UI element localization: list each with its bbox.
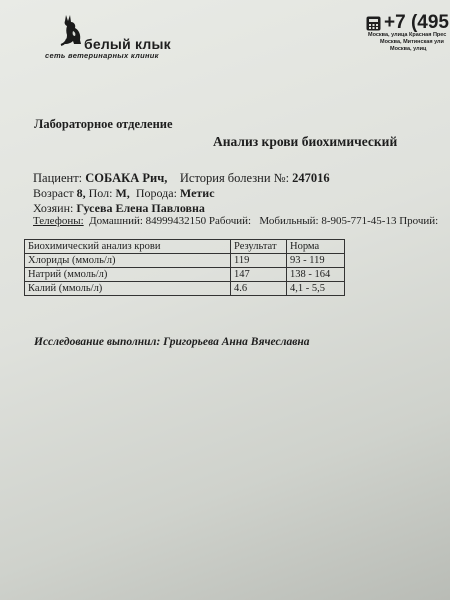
table-row — [25, 268, 345, 282]
history-number: 247016 — [292, 171, 330, 185]
norm-range-cell: 138 - 164 — [287, 268, 345, 282]
age-label: Возраст — [33, 186, 74, 200]
work-phone-label: Рабочий: — [208, 215, 252, 227]
result-value-cell: 119 — [231, 254, 287, 268]
clinic-phone: +7 (495 — [384, 12, 449, 33]
other-phone-label: Прочий: — [399, 215, 439, 227]
patient-name: СОБАКА Рич, — [85, 171, 168, 185]
kangaroo-logo-icon — [60, 14, 82, 46]
mobile-phone-label: Мобильный: — [259, 215, 319, 227]
norm-range-cell: 93 - 119 — [287, 254, 345, 268]
phones-label: Телефоны: — [33, 215, 84, 227]
column-header-norm: Норма — [287, 240, 345, 254]
clinic-address-1: Москва, улица Красная Прес — [368, 32, 447, 38]
department-title: Лабораторное отделение — [34, 117, 173, 131]
brand-tagline: сеть ветеринарных клиник — [45, 51, 159, 60]
owner-name: Гусева Елена Павловна — [76, 201, 205, 215]
column-header-result: Результат — [231, 240, 287, 254]
age-value: 8, — [76, 186, 86, 200]
patient-line — [33, 171, 330, 186]
home-phone-value: 84999432150 — [145, 215, 207, 227]
results-table — [24, 239, 345, 296]
patient-label: Пациент: — [33, 171, 83, 185]
breed-label: Порода: — [135, 186, 177, 200]
test-name-cell: Хлориды (ммоль/л) — [25, 254, 231, 268]
table-header-row — [25, 240, 345, 254]
table-row — [25, 254, 345, 268]
norm-range-cell: 4,1 - 5,5 — [287, 282, 345, 296]
table-row — [25, 282, 345, 296]
clinic-address-3: Москва, улиц — [390, 46, 427, 52]
performed-by: Исследование выполнил: Григорьева Анна Вячеславна — [34, 336, 310, 348]
sex-label: Пол: — [88, 186, 113, 200]
test-name-cell: Натрий (ммоль/л) — [25, 268, 231, 282]
result-value-cell: 4.6 — [231, 282, 287, 296]
mobile-phone-value: 8-905-771-45-13 — [321, 215, 397, 227]
sex-value: М, — [115, 186, 130, 200]
owner-label: Хозяин: — [33, 201, 74, 215]
result-value-cell: 147 — [231, 268, 287, 282]
history-label: История болезни №: — [179, 171, 290, 185]
test-name-cell: Калий (ммоль/л) — [25, 282, 231, 296]
clinic-logo — [42, 14, 182, 60]
breed-value: Метис — [179, 186, 215, 200]
brand-name: белый клык — [84, 36, 171, 52]
column-header-test: Биохимический анализ крови — [25, 240, 231, 254]
phone-icon — [366, 16, 381, 31]
owner-line — [33, 201, 205, 216]
phones-line — [33, 215, 438, 227]
home-phone-label: Домашний: — [89, 215, 143, 227]
document-title: Анализ крови биохимический — [213, 134, 398, 149]
patient-details-line — [33, 186, 215, 201]
clinic-address-2: Москва, Митинская ули — [380, 39, 444, 45]
